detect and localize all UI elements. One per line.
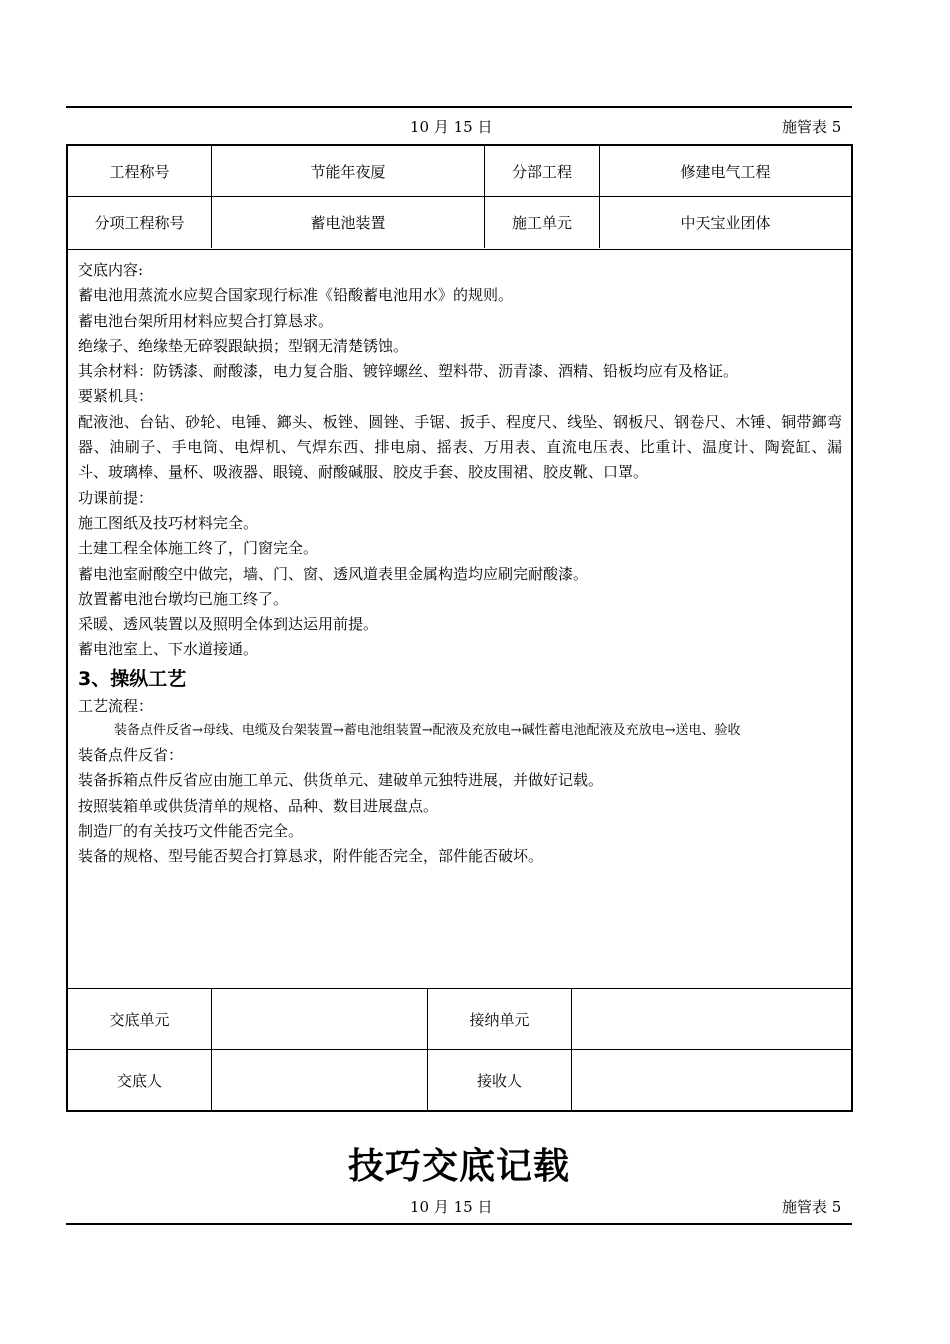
content-line: 配液池、台钻、砂轮、电锤、鎯头、板锉、圆锉、手锯、扳手、程度尺、线坠、钢板尺、钢卷尺、木锤、铜带鎯弯器、油刷子、手电筒、电焊机、气焊东西、排电扇、摇表、万用表、直流电压表、比重计、温度计、陶瓷缸、漏斗、玻璃棒、量杯、吸液器、眼镜、耐酸碱服、胶皮手套、胶皮围裙、胶皮靴、口罩。 (78, 412, 842, 482)
section-heading: 3、操纵工艺 (78, 667, 187, 690)
content-line: 蓄电池室上、下水道接通。 (78, 640, 259, 659)
content-line: 蓄电池用蒸流水应契合国家现行标准《铅酸蓄电池用水》的规则。 (78, 286, 514, 305)
label-handover-person: 交底人 (116, 1071, 162, 1090)
label-division: 分部工程 (484, 146, 599, 196)
value-receiver (571, 1050, 851, 1110)
divider (68, 249, 851, 250)
content-line: 土建工程全体施工终了，门窗完全。 (78, 539, 319, 558)
label-receiving-unit: 接纳单元 (427, 989, 571, 1049)
label-handover-unit: 交底单元 (109, 1010, 170, 1029)
content-line: 蓄电池台架所用材料应契合打算恳求。 (78, 311, 334, 330)
header-date: 10 月 15 日 (410, 118, 493, 136)
content-line: 交底内容: (78, 261, 144, 279)
flow-label: 工艺流程： (78, 696, 154, 715)
footer-date: 10 月 15 日 (410, 1198, 493, 1216)
handover-table (66, 144, 853, 1112)
top-rule (66, 106, 852, 108)
header-form-number: 施管表 5 (782, 118, 842, 136)
content-line: 采暖、透风装置以及照明全体到达运用前提。 (78, 615, 379, 634)
bottom-rule (66, 1223, 852, 1225)
content-line: 装备拆箱点件反省应由施工单元、供货单元、建破单元独特进展，并做好记载。 (78, 771, 604, 790)
process-flow: 装备点件反省→母线、电缆及台架装置→蓄电池组装置→配液及充放电→碱性蓄电池配液及充放电→送电、验收 (114, 723, 741, 739)
label-project-name: 工程称号 (109, 162, 170, 181)
value-contractor: 中天宝业团体 (599, 197, 851, 248)
handover-content (78, 258, 842, 870)
content-line: 要紧机具： (78, 387, 154, 406)
content-line: 其余材料：防锈漆、耐酸漆，电力复合脂、镀锌螺丝、塑料带、沥青漆、酒精、铅板均应有及格证。 (78, 362, 739, 381)
label-subitem-name: 分项工程称号 (94, 214, 185, 232)
sign-row-person (68, 1050, 851, 1110)
value-receiving-unit (571, 989, 851, 1049)
sign-row-unit (68, 989, 851, 1049)
value-division: 修建电气工程 (599, 146, 851, 196)
value-handover-person (211, 1050, 427, 1110)
content-line: 功课前提： (78, 488, 154, 507)
content-line: 制造厂的有关技巧文件能否完全。 (78, 821, 304, 840)
value-project-name: 节能年夜厦 (211, 146, 484, 196)
value-handover-unit (211, 989, 427, 1049)
info-row-subitem (68, 197, 851, 248)
content-line: 绝缘子、绝缘垫无碎裂跟缺损；型钢无清楚锈蚀。 (78, 336, 409, 355)
content-line: 放置蓄电池台墩均已施工终了。 (78, 589, 289, 608)
label-receiver: 接收人 (427, 1050, 571, 1110)
content-line: 按照装箱单或供货清单的规格、品种、数目进展盘点。 (78, 796, 439, 815)
footer-form-number: 施管表 5 (782, 1198, 842, 1216)
content-line: 施工图纸及技巧材料完全。 (78, 513, 259, 532)
value-subitem-name: 蓄电池装置 (211, 197, 484, 248)
label-contractor: 施工单元 (484, 197, 599, 248)
content-line: 装备点件反省： (78, 746, 184, 765)
info-row-project (68, 146, 851, 196)
content-line: 蓄电池室耐酸空中做完，墙、门、窗、透风道表里金属构造均应刷完耐酸漆。 (78, 564, 589, 583)
content-line: 装备的规格、型号能否契合打算恳求，附件能否完全，部件能否破坏。 (78, 847, 544, 866)
document-title: 技巧交底记载 (347, 1146, 570, 1187)
